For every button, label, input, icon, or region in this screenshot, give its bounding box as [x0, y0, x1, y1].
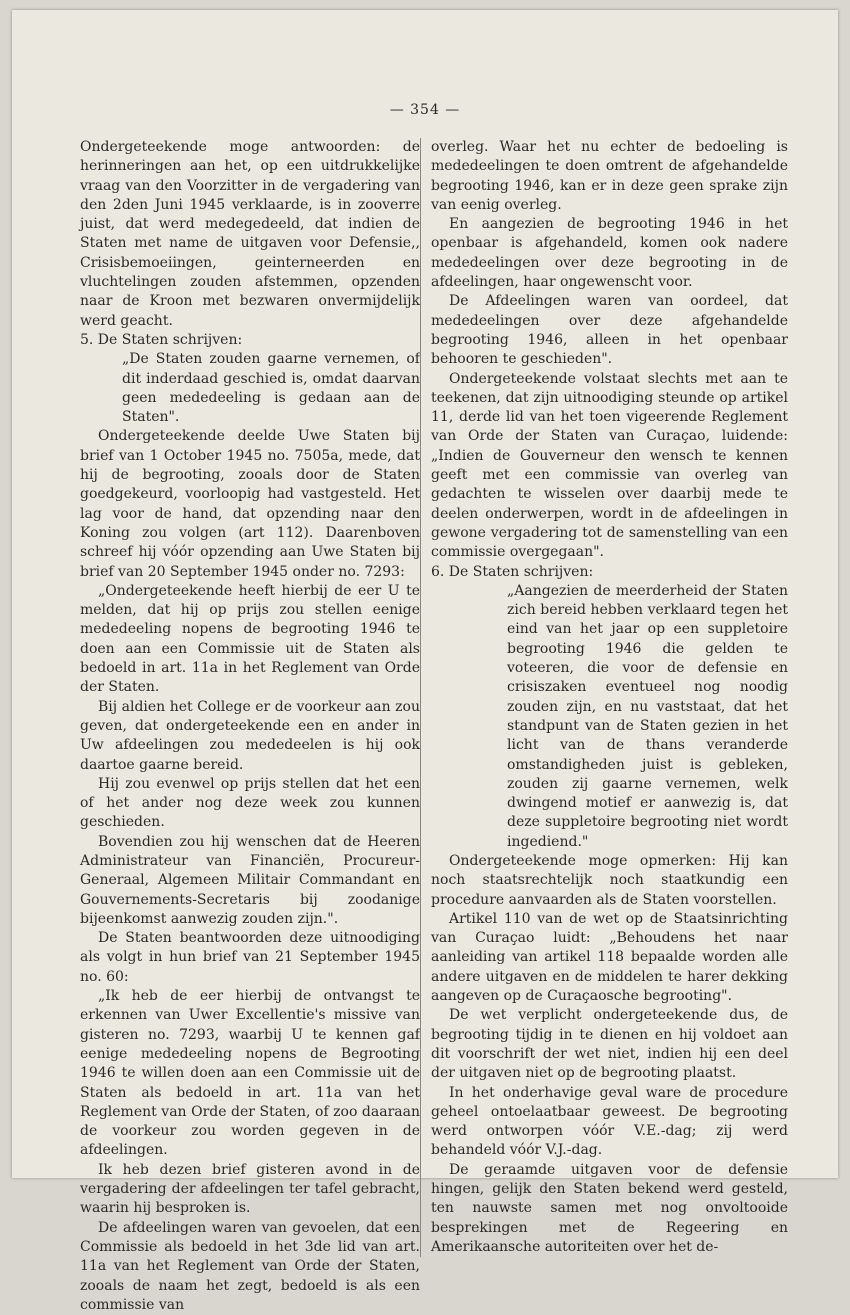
paragraph: Bovendien zou hij wenschen dat de Heeren Administrateur van Financiën, Procureur-Generaal, Algemeen Militair Commandant en Gouvernements-Secretaris bij zoodanige bijeenkomst aanwezig zouden zijn.".: [80, 833, 420, 927]
paragraph: Bij aldien het College er de voorkeur aan zou geven, dat ondergeteekende een en ander in Uw afdeelingen zou mededeelen is hij ook daartoe gaarne bereid.: [80, 698, 420, 773]
quotation: „De Staten zouden gaarne vernemen, of dit inderdaad geschied is, omdat daarvan geen mededeeling is gedaan aan de Staten".: [122, 351, 420, 426]
paragraph: Ondergeteekende volstaat slechts met aan te teekenen, dat zijn uitnoodiging steunde op artikel 11, derde lid van het toen vigeerende Reglement van Orde der Staten van Curaçao, luidende: „Indien de Gouverneur den wensch te kennen geeft met een commissie van overleg van gedachten te wisselen over daarbij mede te deelen onderwerpen, wordt in de afdeelingen in gewone vergadering tot de samenstelling van een commissie overgegaan".: [431, 370, 788, 561]
quotation: „Ik heb de eer hierbij de ontvangst te erkennen van Uwer Excellentie's missive van gisteren no. 7293, waarbij U te kennen gaf eenige mededeeling nopens de Begrooting 1946 te willen doen aan een Commissie uit de Staten als bedoeld in art. 11a van het Reglement van Orde der Staten, of zoo daaraan de voorkeur zou worden gegeven in de afdeelingen.: [80, 988, 420, 1159]
section-heading-5: 5. De Staten schrijven:: [80, 331, 243, 348]
paragraph: De afdeelingen waren van gevoelen, dat een Commissie als bedoeld in het 3de lid van art. 11a van het Reglement van Orde der Staten, zooals de naam het zegt, bedoeld is als een commissie van: [80, 1219, 420, 1313]
paragraph: Ondergeteekende moge opmerken: Hij kan noch staatsrechtelijk noch staatkundig een procedure aanvaarden als de Staten voorstellen.: [431, 852, 788, 908]
paragraph: De wet verplicht ondergeteekende dus, de begrooting tijdig in te dienen en hij voldoet aan dit voorschrift der wet niet, indien hij een deel der uitgaven niet op de begrooting plaatst.: [431, 1007, 788, 1082]
paragraph: Hij zou evenwel op prijs stellen dat het een of het ander nog deze week zou kunnen geschieden.: [80, 775, 420, 831]
paragraph: In het onderhavige geval ware de procedure geheel ontoelaatbaar geweest. De begrooting werd ontworpen vóór V.E.-dag; zij werd behandeld vóór V.J.-dag.: [431, 1084, 788, 1159]
quotation: „Aangezien de meerderheid der Staten zich bereid hebben verklaard tegen het eind van het jaar op een suppletoire begrooting 1946 die gelden te voteeren, die voor de defensie en crisiszaken eventueel nog noodig zouden zijn, en nu vaststaat, dat het standpunt van de Staten gezien in het licht van de thans veranderde omstandigheden juist is gebleken, zouden zij gaarne vernemen, welk dwingend motief er aanwezig is, dat deze suppletoire begrooting niet wordt ingediend.": [507, 582, 788, 850]
document-page: [12, 10, 838, 1313]
right-column: [420, 138, 788, 1257]
paragraph: De Afdeelingen waren van oordeel, dat mededeelingen over deze afgehandelde begrooting 1946, alleen in het openbaar behooren te geschieden".: [431, 293, 788, 368]
page-number: — 354 —: [389, 102, 461, 118]
left-column: [80, 138, 420, 1315]
paragraph: Artikel 110 van de wet op de Staatsinrichting van Curaçao luidt: „Behoudens het naar aanleiding van artikel 118 bepaalde worden alle andere uitgaven en de middelen te harer dekking aangeven op de Curaçaosche begrooting".: [431, 910, 788, 1005]
paragraph: Ondergeteekende deelde Uwe Staten bij brief van 1 October 1945 no. 7505a, mede, dat hij de begrooting, zooals door de Staten goedgekeurd, voorloopig had vastgesteld. Het lag voor de hand, dat opzending naar den Koning zou volgen (art 112). Daarenboven schreef hij vóór opzending aan Uwe Staten bij brief van 20 September 1945 onder no. 7293:: [80, 428, 420, 580]
paragraph: De geraamde uitgaven voor de defensie hingen, gelijk den Staten bekend werd gesteld, ten nauwste samen met nog onvoltooide besprekingen met de Regeering en Amerikaansche autoriteiten over het de-: [431, 1161, 788, 1255]
paragraph: Ondergeteekende moge antwoorden: de herinneringen aan het, op een uitdrukkelijke vraag van den Voorzitter in de vergadering van den 2den Juni 1945 verklaarde, is in zooverre juist, dat werd medegedeeld, dat indien de Staten met name de uitgaven voor Defensie,, Crisisbemoeiingen, geinterneerden en vluchtelingen zouden afstemmen, opzenden naar de Kroon met bezwaren onvermijdelijk werd geacht.: [80, 139, 420, 329]
paragraph: En aangezien de begrooting 1946 in het openbaar is afgehandeld, komen ook nadere mededeelingen over deze begrooting in de afdeelingen, haar ongewenscht voor.: [431, 216, 788, 291]
quotation: „Ondergeteekende heeft hierbij de eer U te melden, dat hij op prijs zou stellen eenige mededeeling nopens de begrooting 1946 te doen aan een Commissie uit de Staten als bedoeld in art. 11a in het Reglement van Orde der Staten.: [80, 582, 420, 696]
paragraph: De Staten beantwoorden deze uitnoodiging als volgt in hun brief van 21 September 1945 no. 60:: [80, 930, 420, 985]
paragraph: Ik heb dezen brief gisteren avond in de vergadering der afdeelingen ter tafel gebracht, waarin hij besproken is.: [80, 1161, 420, 1217]
paragraph: overleg. Waar het nu echter de bedoeling is mededeelingen te doen omtrent de afgehandelde begrooting 1946, kan er in deze geen sprake zijn van eenig overleg.: [431, 139, 788, 213]
section-heading-6: 6. De Staten schrijven:: [431, 563, 594, 580]
